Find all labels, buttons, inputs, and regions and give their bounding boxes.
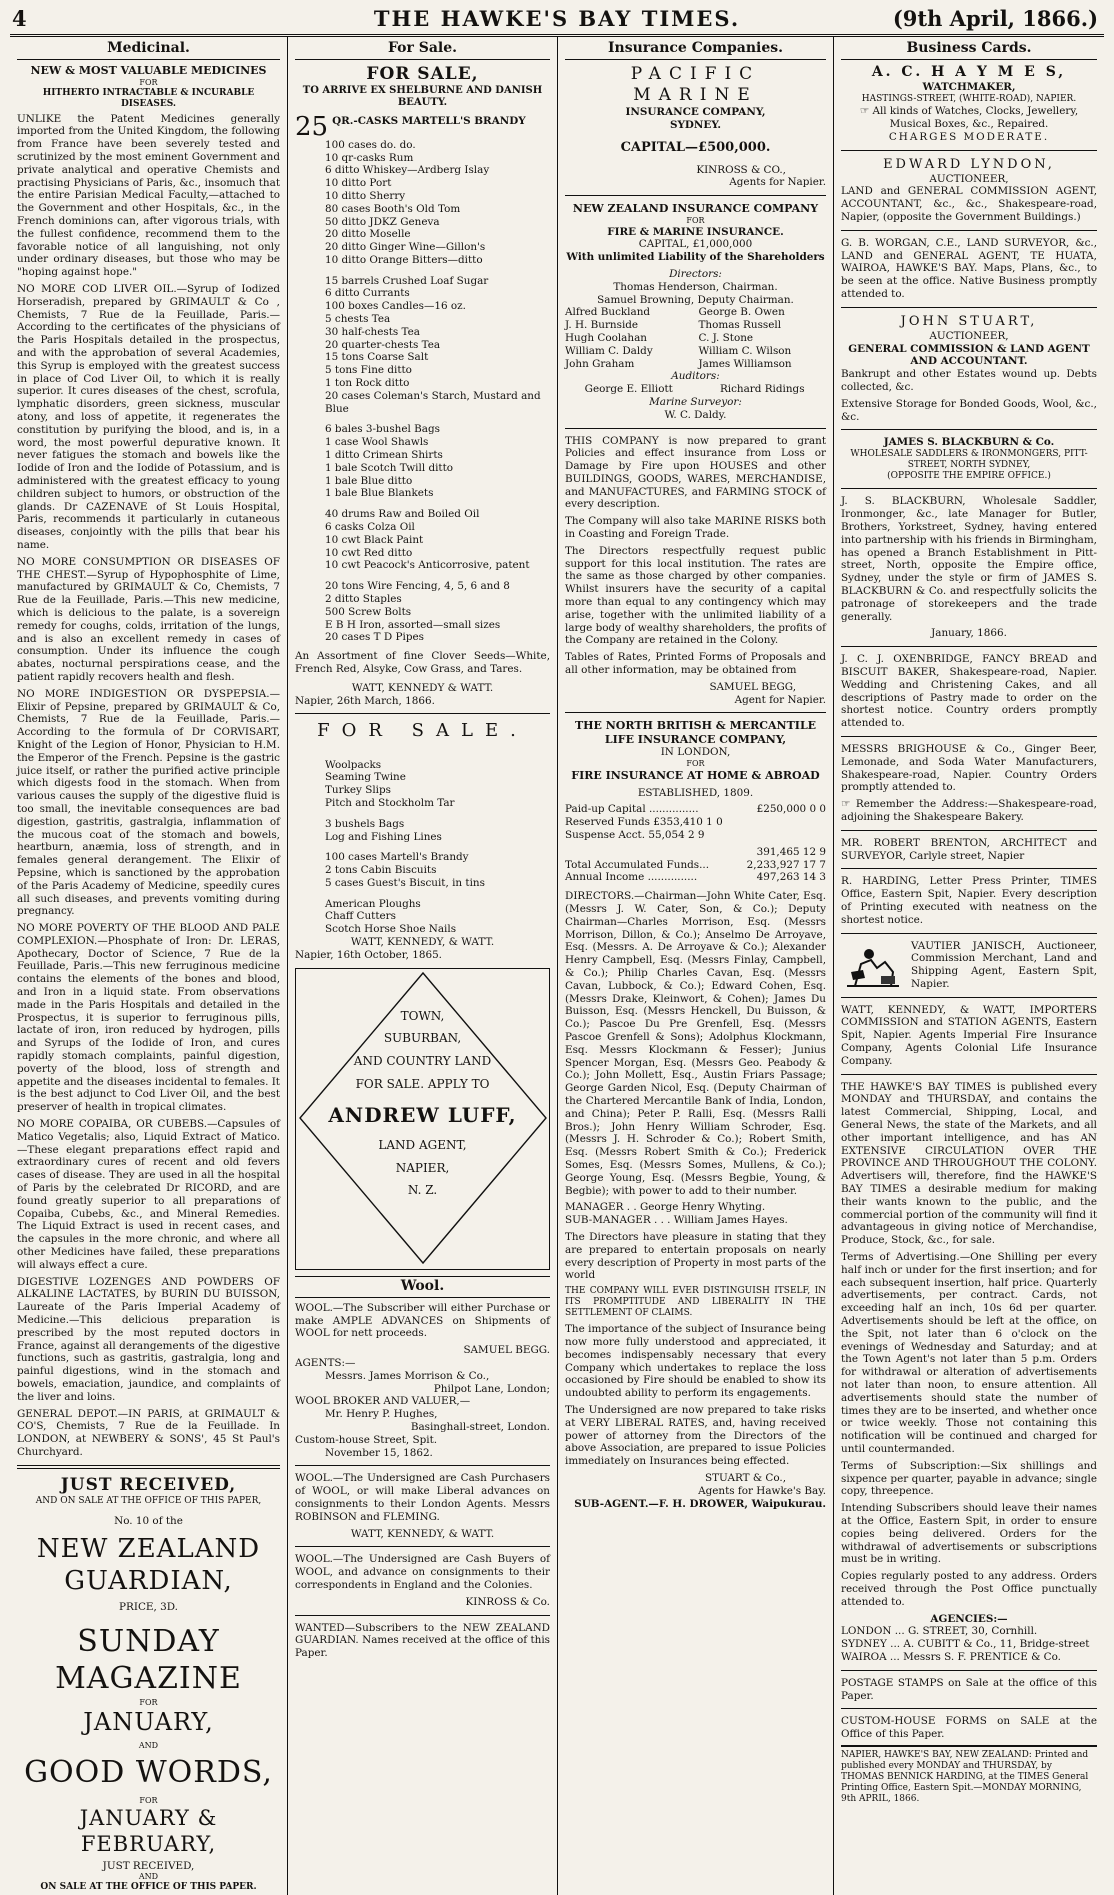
sale-list-item: 6 casks Colza Oil	[325, 521, 415, 534]
sale1-headline: FOR SALE,	[366, 64, 479, 85]
sale2-items-bags	[295, 818, 550, 844]
financial-value: 497,263 14 3	[756, 871, 826, 884]
sale-list-item: 15 tons Coarse Salt	[325, 351, 429, 364]
sale-list-item: 20 tons Wire Fencing, 4, 5, 6 and 8	[325, 580, 510, 593]
newspaper-title: THE HAWKE'S BAY TIMES.	[373, 6, 741, 31]
medicines-para-2: NO MORE COD LIVER OIL.—Syrup of Iodized Horseradish, prepared by GRIMAULT & Co , Chemists, 7 Rue de la Feuillade, Paris.—According to the certificates of the physicians of the Paris Hospitals detailed in the prospectus, and with the approbation of several Academies, this Syrup is employed with the greatest success in place of Cod Liver Oil, to which it is really superior. It cures diseases of the chest, scrofula, lymphatic disorders, green sickness, muscular atony, and loss of appetite, it regenerates the constitution by purifying the blood, and is, in a word, the most powerful depurative known. It never fatigues the stomach and bowels like the Iodide of Iron and the Iodide of Potassium, and is administered with the greatest efficacy to young children subject to humors, or obstruction of the glands. Dr CAZENAVE of St Louis Hospital, Paris, recommends it particularly in cutaneous diseases, conjointly with the pills that bear his name.	[17, 283, 280, 551]
sale-list-item: 1 bale Scotch Twill ditto	[325, 461, 454, 474]
divider	[295, 1546, 550, 1547]
pacific-capital: CAPITAL—£500,000.	[620, 139, 771, 155]
financial-label: Total Accumulated Funds...	[565, 858, 710, 871]
sale-list-item: 6 bales 3-bushel Bags	[325, 423, 440, 436]
printer-imprint: NAPIER, HAWKE'S BAY, NEW ZEALAND: Printed and published every MONDAY and THURSDAY, by THOMAS BENNICK HARDING, at the TIMES General Printing Office, Eastern Spit.—MONDAY MORNING, 9th APRIL, 1866.	[841, 1745, 1097, 1805]
haymes-name: A. C. H A Y M E S,	[871, 64, 1067, 81]
issue-date: (9th April, 1866.)	[892, 6, 1098, 31]
pacific-agent: KINROSS & CO.,	[696, 163, 786, 176]
financial-row	[565, 846, 826, 859]
director-name: Thomas Russell	[698, 319, 782, 332]
lyndon-name: EDWARD LYNDON,	[883, 156, 1055, 172]
blackburn-opposite: (OPPOSITE THE EMPIRE OFFICE.)	[887, 471, 1051, 482]
wool1-agent-2c: Basinghall-street, London.	[410, 1421, 550, 1434]
financial-value: £250,000 0 0	[756, 803, 826, 816]
nb-sub: FIRE INSURANCE AT HOME & ABROAD	[571, 769, 820, 783]
sale2-items-implements	[295, 898, 550, 936]
haymes-trade: WATCHMAKER,	[922, 81, 1016, 94]
sale-list-item: Seaming Twine	[325, 771, 406, 784]
medicines-para-4: NO MORE INDIGESTION OR DYSPEPSIA.—Elixir of Pepsine, prepared by GRIMAULT & Co, Chemists, 7 Rue de la Feuillade, Paris.—According to the formula of Dr CORVISART, Knight of the Legion of Honor, Physician to H.M. the Emperor of the French. Pepsine is the gastric juice itself, or rather the purified active principle which digests food in the stomach. When from various causes the supply of the digestive fluid is too small, the inevitable consequences are bad digestion, gastritis, gastralgia, inflammation of the mucous coat of the stomach and bowels, heartburn, anæmia, loss of strength, and in females general derangement. The Elixir of Pepsine, which is sanctioned by the approbation of the Paris Academy of Medicine, speedily cures all such diseases, and prevents vomiting during pregnancy.	[17, 687, 280, 918]
hbt-para-4: Intending Subscribers should leave their names at the Office, Eastern Spit, in order to ensure copies being delivered. Orders for the withdrawal of advertisements or subscriptions must be in writing.	[841, 1502, 1097, 1566]
financial-row	[565, 871, 826, 884]
nz-surveyor-head: Marine Surveyor:	[649, 395, 742, 408]
divider	[565, 195, 826, 196]
divider	[841, 646, 1097, 647]
sale-list-item: 1 bale Blue Blankets	[325, 487, 434, 500]
pacific-headline: PACIFIC MARINE	[630, 64, 761, 106]
divider	[841, 230, 1097, 231]
hbt-para-3: Terms of Subscription:—Six shillings and sixpence per quarter, payable in advance; single copy, threepence.	[841, 1459, 1097, 1498]
director-name: John Graham	[565, 357, 635, 370]
pointing-hand-icon: ☞	[841, 798, 856, 811]
nb-manager: MANAGER . . George Henry Whyting.	[565, 1201, 766, 1214]
nz-directors-left	[565, 306, 693, 370]
hbt-para-5: Copies regularly posted to any address. Orders received through the Post Office punctually attended to.	[841, 1570, 1097, 1608]
haymes-text	[841, 105, 1097, 131]
sale-list-item: 2 tons Cabin Biscuits	[325, 864, 437, 877]
divider	[841, 307, 1097, 308]
wool1-date: November 15, 1862.	[325, 1446, 433, 1459]
sale-list-item: 30 half-chests Tea	[325, 325, 420, 338]
nz-para-2: The Company will also take MARINE RISKS both in Coasting and Foreign Trade.	[565, 515, 826, 541]
sale2-items-provisions	[295, 851, 550, 889]
sale-list-item: 10 qr-casks Rum	[325, 151, 414, 164]
page-number: 4	[12, 6, 27, 31]
sale-list-item: 15 barrels Crushed Loaf Sugar	[325, 274, 489, 287]
pacific-agent-2: Agents for Napier.	[729, 176, 826, 189]
section-heading-for-sale: For Sale.	[295, 39, 550, 60]
column-insurance	[558, 37, 834, 1895]
sale-list-item: 5 tons Fine ditto	[325, 364, 412, 377]
wool1-agent-1b: Philpot Lane, London;	[433, 1382, 550, 1395]
for-label: FOR	[139, 1698, 158, 1708]
divider	[295, 1615, 550, 1616]
sale2-items-wool	[295, 759, 550, 810]
financial-value: 391,465 12 9	[756, 845, 826, 858]
director-name: George B. Owen	[698, 306, 785, 319]
sunday-magazine-title: SUNDAY MAGAZINE	[55, 1624, 242, 1697]
wool1-agent-1: Messrs. James Morrison & Co.,	[325, 1369, 490, 1382]
divider	[841, 1074, 1097, 1075]
masthead	[10, 6, 1104, 37]
sale1-items-hardware	[295, 580, 550, 644]
divider	[841, 868, 1097, 869]
for-label-2: FOR	[139, 1796, 158, 1806]
pacific-city: SYDNEY.	[669, 118, 722, 131]
sale-list-item: 100 cases do. do.	[325, 138, 416, 151]
sale-list-item: 5 cases Guest's Biscuit, in tins	[325, 876, 485, 889]
brighouse-remember-text: Remember the Address:—Shakespeare-road, adjoining the Shakespeare Bakery.	[841, 798, 1097, 823]
sale-list-item: 6 ditto Currants	[325, 287, 410, 300]
nz-auditors-head: Auditors:	[671, 370, 720, 383]
medicines-subheading: HITHERTO INTRACTABLE & INCURABLE DISEASES.	[42, 87, 255, 109]
watt-kennedy-text: WATT, KENNEDY, & WATT, IMPORTERS COMMISSION and STATION AGENTS, Eastern Spit, Napier. Agents Imperial Fire Insurance Company, Agents Colonial Life Insurance Company.	[841, 1003, 1097, 1067]
sale2-signature: WATT, KENNEDY, & WATT.	[350, 936, 495, 949]
nb-submanager: SUB-MANAGER . . . William James Hayes.	[565, 1214, 788, 1227]
nz-para-3: The Directors respectfully request public support for this local institution. The rates are the same as those charged by other companies. Whilst insurers have the security of a capital more than equal to any contingency which may arise, together with the unlimited liability of a large body of wealthy shareholders, the profits of the Company are retained in the Colony.	[565, 544, 826, 647]
january-label: JANUARY,	[83, 1707, 214, 1736]
sale1-items-spirits	[295, 139, 550, 267]
nb-directors: DIRECTORS.—Chairman—John White Cater, Esq. (Messrs J. W. Cater, Son, & Co.); Deputy Chairman—Charles Morrison, Esq. (Messrs Morrison, Dillon, & Co.); Anselmo De Arroyave, Esq. (Messrs. A. De Arroyave & Co.); Alexander Henry Campbell, Esq. (Messrs Finlay, Campbell, & Co.); Philip Charles Cavan, Esq. (Messrs Cavan, Lubbock, & Co.); Edward Cohen, Esq. (Messrs Drake, Kleinwort, & Cohen); James Du Buisson, Esq. (Messrs Henckell, Du Buisson, & Co.); Pascoe Du Pre Grenfell, Esq. (Messrs Pascoe Grenfell & Sons); Adolphus Klockmann, Esq. Messrs Klockmann & Fesser); Junius Spencer Morgan, Esq. (Messrs Geo. Peabody & Co.); John Mollett, Esq., Austin Friars Passage; George Garden Nicol, Esq. (Deputy Chairman of the Chartered Mercantile Bank of India, London, and China); Peter P. Ralli, Esq. (Messrs Ralli Bros.); John Henry William Schroder, Esq. (Messrs J. H. Schroder & Co.); Robert Smith, Esq. (Messrs Robert Smith & Co.); Frederick Somes, Esq. (Messrs Somes, Mullens, & Co.); George Young, Esq. (Messrs Begbie, Young, & Begbie); with power to add to their number.	[565, 890, 826, 1197]
haymes-charges: CHARGES MODERATE.	[888, 130, 1050, 143]
financial-row	[565, 859, 826, 872]
nb-para-4: The Undersigned are now prepared to take risks at VERY LIBERAL RATES, and, having received power of attorney from the Directors of the above Association, are prepared to issue Policies immediately on Insurances being effected.	[565, 1404, 826, 1468]
stuart-name: JOHN STUART,	[900, 313, 1038, 329]
sale1-signature: WATT, KENNEDY & WATT.	[351, 681, 494, 694]
worgan-text: G. B. WORGAN, C.E., LAND SURVEYOR, &c., LAND and GENERAL AGENT, TE HUATA, WAIROA, HAWKE'S BAY. Maps, Plans, &c., to be seen at the office. Native Business promptly attended to.	[841, 236, 1097, 301]
director-name: James Williamson	[698, 357, 792, 370]
medicines-headline: NEW & MOST VALUABLE MEDICINES	[30, 64, 267, 78]
nz-auditor-2: Richard Ridings	[719, 383, 805, 396]
column-medicinal	[10, 37, 288, 1895]
director-name: Alfred Buckland	[565, 306, 651, 319]
wanted-guardian: WANTED—Subscribers to the NEW ZEALAND GUARDIAN. Names received at the office of this Paper.	[295, 1621, 550, 1660]
issue-number: No. 10 of the	[114, 1514, 183, 1527]
just-received-headline: JUST RECEIVED,	[60, 1474, 237, 1495]
nb-sub-agent: SUB-AGENT.—F. H. DROWER, Waipukurau.	[574, 1497, 826, 1510]
sale-list-item: 10 cwt Black Paint	[325, 533, 424, 546]
nz-sub: FIRE & MARINE INSURANCE.	[607, 225, 784, 238]
nz-auditor-1: George E. Elliott	[584, 383, 673, 396]
stuart-text-2: Extensive Storage for Bonded Goods, Wool, &c., &c.	[841, 397, 1097, 423]
nb-para-2: THE COMPANY WILL EVER DISTINGUISH ITSELF, IN ITS PROMPTITUDE AND LIBERALITY IN THE SETTLEMENT OF CLAIMS.	[565, 1286, 826, 1319]
on-sale-label: ON SALE AT THE OFFICE OF THIS PAPER.	[40, 1882, 257, 1893]
nb-signature: STUART & Co.,	[704, 1472, 786, 1485]
wool3-text: WOOL.—The Undersigned are Cash Buyers of WOOL, and advance on consignments to their correspondents in England and the Colonies.	[295, 1553, 550, 1592]
land-line-5: LAND AGENT,	[378, 1137, 467, 1152]
nz-directors-head: Directors:	[669, 267, 722, 280]
sale-list-item: 100 cases Martell's Brandy	[325, 851, 469, 864]
column-business-cards	[834, 37, 1104, 1895]
sale-list-item: E B H Iron, assorted—small sizes	[325, 618, 501, 631]
divider	[841, 997, 1097, 998]
sale2-date: Napier, 16th October, 1865.	[295, 948, 442, 961]
blackburn-text: WHOLESALE SADDLERS & IRONMONGERS, PITT-STREET, NORTH SYDNEY,	[850, 449, 1088, 471]
hbt-para-1: THE HAWKE'S BAY TIMES is published every MONDAY and THURSDAY, and contains the latest Commercial, Shipping, Local, and General News, the state of the Markets, and all other important intelligence, and has AN EXTENSIVE CIRCULATION OVER THE PROVINCE AND THROUGHOUT THE COLONY. Advertisers will, therefore, find the HAWKE'S BAY TIMES a desirable medium for making their wants known to the public, and the commercial portion of the community will find it advantageous in giving notice of Merchandise, Produce, Stock, &c., for sale.	[841, 1080, 1097, 1247]
sale1-items-grocery	[295, 275, 550, 416]
sale-list-item: 500 Screw Bolts	[325, 605, 412, 618]
nz-liability: With unlimited Liability of the Shareholders	[566, 251, 825, 264]
oxenbridge-text: J. C. J. OXENBRIDGE, FANCY BREAD and BISCUIT BAKER, Shakespeare-road, Napier. Wedding and Christening Cakes, and all descriptions of Pastry made to order on the shortest notice. Country orders promptly attended to.	[841, 653, 1097, 730]
wool1-signature: SAMUEL BEGG.	[463, 1344, 550, 1357]
sale-list-item: 6 ditto Whiskey—Ardberg Islay	[325, 164, 490, 177]
sale1-lead-item: QR.-CASKS MARTELL'S BRANDY	[332, 114, 526, 127]
nz-signature: SAMUEL BEGG,	[709, 680, 796, 693]
divider	[295, 1465, 550, 1466]
medicines-para-8: GENERAL DEPOT.—IN PARIS, at GRIMAULT & CO'S, Chemists, 7 Rue de la Feuillade. In LONDON, at NEWBERY & SONS', 45 St Paul's Churchyard.	[17, 1407, 280, 1458]
land-agent-name: ANDREW LUFF,	[328, 1102, 517, 1127]
wool2-signature: WATT, KENNEDY, & WATT.	[350, 1527, 495, 1540]
postage-stamps: POSTAGE STAMPS on Sale at the office of this Paper.	[841, 1676, 1097, 1702]
lyndon-trade: AUCTIONEER,	[929, 172, 1009, 185]
hbt-para-2: Terms of Advertising.—One Shilling per every half inch or under for the first insertion; and for each subsequent insertion, half price. Quarterly advertisements, per contract. Cards, not exceeding half an inch, 10s 6d per quarter. Advertisements should be left at the office, on the Spit, not later than 6 o'clock on the evenings of Wednesday and Saturday; and at the Town Agent's not later than 5 p.m. Orders for withdrawal or alteration of advertisements not later than noon, to ensure attention. All advertisements should state the number of times they are to be inserted, and whether once or twice weekly. Those not containing this notification will be continued and charged for until countermanded.	[841, 1251, 1097, 1455]
sale-list-item: Woolpacks	[325, 758, 382, 771]
guardian-price: PRICE, 3D.	[119, 1601, 178, 1614]
divider	[841, 488, 1097, 489]
wool1-office: Custom-house Street, Spit.	[295, 1433, 438, 1446]
wool3-signature: KINROSS & Co.	[465, 1595, 550, 1608]
stuart-trade: AUCTIONEER,	[929, 329, 1009, 342]
sale-list-item: 1 ditto Crimean Shirts	[325, 449, 443, 462]
medicines-para-6: NO MORE COPAIBA, OR CUBEBS.—Capsules of Matico Vegetalis; also, Liquid Extract of Matico.—These elegant preparations effect rapid and extraordinary cures of recent and old fevers cases of disease. They are used in all the hospital of Paris by the celebrated Dr RICORD, and are found greatly superior to all preparations of Copaiba, Cubebs, &c., and Mineral Remedies. The Liquid Extract is used in recent cases, and the capsules in the more chronic, and where all other Medicines have failed, these preparations will always effect a cure.	[17, 1118, 280, 1271]
medicines-para-5: NO MORE POVERTY OF THE BLOOD AND PALE COMPLEXION.—Phosphate of Iron: Dr. LERAS, Apothecary, Doctor of Science, 7 Rue de la Feuillade, Paris.—This new ferruginous medicine contains the elements of the bones and blood, and Iron in a liquid state. From observations made in the Paris Hospitals and detailed in the Prospectus, it is superior to ferruginous pills, lactate of iron, iron reduced by hydrogen, pills and Syrups of the Iodide of Iron, and cures rapidly stomach complaints, painful digestion, poverty of the blood, loss of strength and appetite and the diseases incidental to females. It is the best adjunct to Cod Liver Oil, and the best preserver of health in tropical climates.	[17, 922, 280, 1114]
nz-directors-right	[699, 306, 827, 370]
nb-headline: THE NORTH BRITISH & MERCANTILE LIFE INSURANCE COMPANY,	[574, 719, 817, 746]
section-heading-medicinal: Medicinal.	[17, 39, 280, 60]
land-line-4: FOR SALE. APPLY TO	[355, 1077, 490, 1092]
lyndon-text: LAND and GENERAL COMMISSION AGENT, ACCOUNTANT, &c., &c., Shakespeare-road, Napier, (opposite the Government Buildings.)	[841, 185, 1097, 224]
land-line-2: SUBURBAN,	[383, 1031, 462, 1046]
financial-row	[565, 829, 826, 842]
sale-list-item: 40 drums Raw and Boiled Oil	[325, 508, 480, 521]
director-name: Hugh Coolahan	[565, 331, 647, 344]
nb-signature-2: Agents for Hawke's Bay.	[698, 1484, 826, 1497]
sale-list-item: Log and Fishing Lines	[325, 830, 442, 843]
sale1-seeds: An Assortment of fine Clover Seeds—White, French Red, Alsyke, Cow Grass, and Tares.	[295, 650, 550, 675]
sale-list-item: 50 ditto JDKZ Geneva	[325, 215, 440, 228]
divider	[295, 713, 550, 714]
sale-list-item: 20 ditto Moselle	[325, 228, 411, 241]
sale-list-item: 10 ditto Port	[325, 177, 392, 190]
divider	[17, 1465, 280, 1469]
nz-guardian-title: NEW ZEALAND GUARDIAN,	[36, 1533, 261, 1596]
brenton-text: MR. ROBERT BRENTON, ARCHITECT and SURVEYOR, Carlyle street, Napier	[841, 836, 1097, 862]
sale-list-item: 20 ditto Ginger Wine—Gillon's	[325, 241, 486, 254]
sale1-items-oils	[295, 508, 550, 572]
haymes-address: HASTINGS-STREET, (WHITE-ROAD), NAPIER.	[861, 94, 1077, 105]
and-label-2: AND	[138, 1872, 159, 1882]
sale-list-item: 10 cwt Peacock's Anticorrosive, patent	[325, 559, 530, 572]
nz-surveyor: W. C. Daldy.	[664, 408, 727, 421]
wool1-text: WOOL.—The Subscriber will either Purchase or make AMPLE ADVANCES on Shipments of WOOL for nett proceeds.	[295, 1301, 550, 1340]
financial-value: 2,233,927 17 7	[746, 858, 826, 871]
sale-list-item: 20 quarter-chests Tea	[325, 338, 441, 351]
nb-for: FOR	[686, 759, 705, 769]
divider	[841, 150, 1097, 151]
sale-list-item: American Ploughs	[325, 897, 421, 910]
nz-para-4: Tables of Rates, Printed Forms of Proposals and all other information, may be obtained from	[565, 651, 826, 677]
section-heading-insurance: Insurance Companies.	[565, 39, 826, 60]
nb-para-3: The importance of the subject of Insurance being now more fully understood and appreciated, it becomes indispensably necessary that every Company which undertakes to replace the loss occasioned by Fire should be enabled to show its undoubted ability to perform its engagements.	[565, 1323, 826, 1400]
nb-in: IN LONDON,	[660, 746, 731, 759]
janisch-card	[841, 940, 1097, 991]
divider	[841, 830, 1097, 831]
divider	[841, 429, 1097, 430]
sale-list-item: 100 boxes Candles—16 oz.	[325, 300, 466, 313]
medicines-para-1: UNLIKE the Patent Medicines generally imported from the United Kingdom, the following from France have been severely tested and scrutinized by the most eminent Government and private analytical and operative Chemists and practising Physicians of Paris, &c., insomuch that the entire Parisian Medical Faculty,—attached to the Government and other Hospitals, &c., in the French dominions can, after vigorous trials, with the fullest confidence, recommend them to the favorable notice of all languishing, not only under ordinary diseases, but those who may be "hoping against hope."	[17, 112, 280, 279]
director-name: William C. Daldy	[565, 344, 653, 357]
land-line-1: TOWN,	[400, 1008, 445, 1023]
divider	[841, 1670, 1097, 1671]
sale-list-item: 20 cases T D Pipes	[325, 631, 424, 644]
sale-list-item: Turkey Slips	[325, 784, 391, 797]
blackburn2-date: January, 1866.	[931, 627, 1007, 640]
director-name: J. H. Burnside	[565, 319, 639, 332]
land-line-6: NAPIER,	[395, 1160, 450, 1175]
sale-list-item: 1 case Wool Shawls	[325, 436, 429, 449]
sale-list-item: 2 ditto Staples	[325, 593, 402, 606]
land-sale-ad	[295, 968, 550, 1270]
nb-financials-a	[565, 803, 826, 841]
financial-row	[565, 816, 826, 829]
agency-item: WAIROA ... Messrs S. F. PRENTICE & Co.	[841, 1650, 1061, 1663]
wool1-agent-2: WOOL BROKER AND VALUER,—	[295, 1395, 471, 1408]
director-name: William C. Wilson	[698, 344, 792, 357]
financial-row	[565, 803, 826, 816]
haymes-repairs: All kinds of Watches, Clocks, Jewellery, Musical Boxes, &c., Repaired.	[872, 105, 1079, 131]
nz-chairman: Thomas Henderson, Chairman.	[613, 280, 778, 293]
section-heading-business-cards: Business Cards.	[841, 39, 1097, 60]
wool1-agents-label: AGENTS:—	[295, 1357, 356, 1370]
divider	[565, 428, 826, 429]
just-received-2: JUST RECEIVED,	[102, 1859, 195, 1872]
sale-list-item: Chaff Cutters	[325, 910, 396, 923]
stuart-sub: GENERAL COMMISSION & LAND AGENT AND ACCOUNTANT.	[848, 342, 1090, 368]
agency-item: LONDON ... G. STREET, 30, Cornhill.	[841, 1625, 1038, 1638]
nz-for: FOR	[686, 215, 705, 225]
sale-list-item: 5 chests Tea	[325, 313, 391, 326]
stuart-text-1: Bankrupt and other Estates wound up. Debts collected, &c.	[841, 368, 1097, 394]
land-line-7: N. Z.	[407, 1183, 438, 1198]
sale-list-item: 80 cases Booth's Old Tom	[325, 202, 461, 215]
janisch-text: VAUTIER JANISCH, Auctioneer, Commission Merchant, Land and Shipping Agent, Eastern Spit, Napier.	[911, 939, 1097, 990]
auctioneer-woodcut-icon	[841, 942, 905, 992]
custom-house-forms: CUSTOM-HOUSE FORMS on SALE at the Office of this Paper.	[841, 1715, 1097, 1741]
nz-directors-list	[565, 306, 826, 370]
medicines-para-7: DIGESTIVE LOZENGES AND POWDERS OF ALKALINE LACTATES, by BURIN DU BUISSON, Laureate of the Paris Imperial Academy of Medicine.—This delicious preparation is prescribed by the most reputed doctors in France, against all derangements of the digestive functions, such as gastritis, gastralgia, long and painful digestions, wind in the stomach and bowels, emaciation, jaundice, and complaints of the liver and loins.	[17, 1275, 280, 1403]
medicines-para-3: NO MORE CONSUMPTION OR DISEASES OF THE CHEST.—Syrup of Hypophosphite of Lime, manufactured by GRIMAULT & Co, Chemists, 7 Rue de la Feuillade, Paris.—This new medicine, which is delicious to the palate, is a sovereign remedy for coughs, colds, irritation of the lungs, and is also an excellent remedy in cases of consumption. Under its influence the cough abates, nocturnal perspirations cease, and the patient rapidly recovers health and flesh.	[17, 555, 280, 683]
sale-list-item: 20 cases Coleman's Starch, Mustard and Blue	[325, 389, 541, 415]
sale-list-item: 1 bale Blue ditto	[325, 474, 413, 487]
and-label: AND	[138, 1741, 159, 1751]
sale1-sub: TO ARRIVE EX SHELBURNE AND DANISH BEAUTY.	[302, 85, 543, 109]
sale1-date: Napier, 26th March, 1866.	[295, 694, 435, 707]
financial-label: Reserved Funds £353,410 1 0	[565, 816, 723, 829]
just-received-ad	[17, 1475, 280, 1894]
sale-list-item: Scotch Horse Shoe Nails	[325, 923, 457, 936]
brighouse-text: MESSRS BRIGHOUSE & Co., Ginger Beer, Lemonade, and Soda Water Manufacturers, Shakespeare-road, Napier. Country Orders promptly attended to.	[841, 742, 1097, 794]
sale-list-item: 3 bushels Bags	[325, 817, 405, 830]
divider	[565, 712, 826, 713]
financial-label: Paid-up Capital ...............	[565, 803, 699, 816]
blackburn-name: JAMES S. BLACKBURN & Co.	[883, 436, 1055, 449]
sale-list-item: 1 ton Rock ditto	[325, 377, 410, 390]
sale-list-item: 10 ditto Orange Bitters—ditto	[325, 253, 483, 266]
sale-list-item: 10 cwt Red ditto	[325, 546, 413, 559]
divider	[841, 736, 1097, 737]
nz-deputy: Samuel Browning, Deputy Chairman.	[597, 293, 794, 306]
financial-label: Suspense Acct. 55,054 2 9	[565, 829, 705, 841]
nb-financials-b	[565, 846, 826, 884]
brighouse-remember	[841, 798, 1097, 824]
financial-label: Annual Income ...............	[565, 871, 698, 884]
sale1-items-drapery	[295, 423, 550, 500]
land-line-3: AND COUNTRY LAND	[353, 1054, 492, 1069]
column-for-sale	[288, 37, 558, 1895]
pacific-sub: INSURANCE COMPANY,	[625, 106, 766, 119]
jan-feb-label: JANUARY & FEBRUARY,	[79, 1805, 218, 1856]
sale-list-item: 10 ditto Sherry	[325, 189, 406, 202]
nz-signature-2: Agent for Napier.	[734, 693, 826, 706]
just-received-sub: AND ON SALE AT THE OFFICE OF THIS PAPER,	[35, 1495, 262, 1506]
agencies-list	[841, 1625, 1097, 1663]
nb-para-1: The Directors have pleasure in stating that they are prepared to entertain proposals on nearly every description of Property in most parts of the world	[565, 1230, 826, 1282]
sale-list-item: Pitch and Stockholm Tar	[325, 796, 455, 809]
section-heading-wool: Wool.	[295, 1276, 550, 1298]
harding-text: R. HARDING, Letter Press Printer, TIMES Office, Eastern Spit, Napier. Every description of Printing executed with neatness on the shortest notice.	[841, 875, 1097, 926]
agencies-head: AGENCIES:—	[930, 1612, 1008, 1625]
divider	[841, 933, 1097, 934]
sale2-headline: FOR SALE.	[317, 720, 528, 742]
medicines-for: FOR	[139, 77, 158, 87]
columns	[10, 37, 1104, 1893]
agency-item: SYDNEY ... A. CUBITT & Co., 11, Bridge-street	[841, 1638, 1090, 1651]
wool2-text: WOOL.—The Undersigned are Cash Purchasers of WOOL, or will make Liberal advances on consignments to their London Agents. Messrs ROBINSON and FLEMING.	[295, 1472, 550, 1523]
nb-established: ESTABLISHED, 1809.	[637, 786, 754, 799]
director-name: C. J. Stone	[698, 331, 754, 344]
nz-para-1: THIS COMPANY is now prepared to grant Policies and effect insurance from Loss or Damage by Fire upon HOUSES and other BUILDINGS, GOODS, WARES, MERCHANDISE, and MANUFACTURES, and FARMING STOCK of every description.	[565, 434, 826, 511]
wool1-agent-2b: Mr. Henry P. Hughes,	[325, 1408, 438, 1421]
nz-capital: CAPITAL, £1,000,000	[638, 238, 753, 251]
divider	[841, 1708, 1097, 1709]
sale1-lead-number: 25	[295, 111, 329, 142]
nz-headline: NEW ZEALAND INSURANCE COMPANY	[572, 202, 819, 216]
pointing-hand-icon: ☞	[859, 105, 873, 118]
blackburn2-text: J. S. BLACKBURN, Wholesale Saddler, Ironmonger, &c., late Manager for Butler, Brothers, Yorkstreet, Sydney, having entered into partnership with his friends in Birmingham, has opened a Branch Establishment in Pitt-street, North, opposite the Empire office, Sydney, under the style or firm of JAMES S. BLACKBURN & Co. and respectfully solicits the patronage of storekeepers and the trade generally.	[841, 495, 1097, 623]
good-words-title: GOOD WORDS,	[24, 1755, 273, 1791]
